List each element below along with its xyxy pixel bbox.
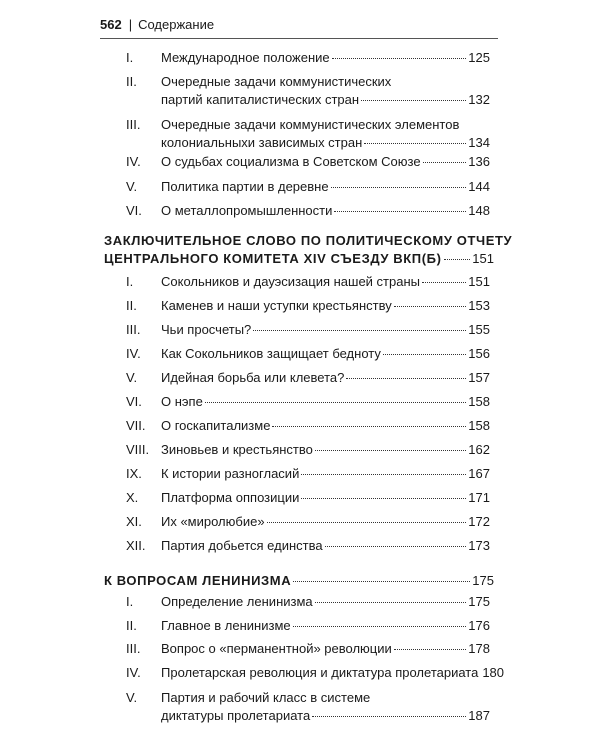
entry-number: IV. <box>126 154 141 169</box>
dot-leader <box>205 402 466 403</box>
running-header <box>100 17 214 32</box>
entry-title: Главное в ленинизме <box>161 618 291 633</box>
entry-page: 155 <box>468 322 490 337</box>
entry-title: О госкапитализме <box>161 418 271 433</box>
entry-page: 151 <box>468 274 490 289</box>
entry-page: 153 <box>468 298 490 313</box>
dot-leader <box>293 581 470 582</box>
entry-number: IV. <box>126 346 141 361</box>
dot-leader <box>301 474 466 475</box>
entry-number: III. <box>126 641 141 656</box>
entry-page: 175 <box>468 594 490 609</box>
entry-page: 167 <box>468 466 490 481</box>
dot-leader <box>272 426 466 427</box>
entry-title: Международное положение <box>161 50 330 65</box>
entry-page: 162 <box>468 442 490 457</box>
entry-page: 176 <box>468 618 490 633</box>
entry-page: 171 <box>468 490 490 505</box>
entry-number: VII. <box>126 418 146 433</box>
entry-number: I. <box>126 50 134 65</box>
dot-leader <box>315 450 466 451</box>
entry-number: VI. <box>126 394 142 409</box>
dot-leader <box>334 211 466 212</box>
section-title-line2: ЦЕНТРАЛЬНОГО КОМИТЕТА XIV СЪЕЗДУ ВКП(Б) <box>104 251 442 266</box>
entry-title: О судьбах социализма в Советском Союзе <box>161 154 421 169</box>
entry-title: Политика партии в деревне <box>161 179 329 194</box>
header-separator: | <box>128 17 133 32</box>
entry-title: Чьи просчеты? <box>161 322 252 337</box>
entry-page: 158 <box>468 394 490 409</box>
section-title-line1: ЗАКЛЮЧИТЕЛЬНОЕ СЛОВО ПО ПОЛИТИЧЕСКОМУ ОТЧЕТУ <box>104 233 513 248</box>
dot-leader <box>422 282 466 283</box>
entry-number: V. <box>126 179 138 194</box>
entry-page: 156 <box>468 346 490 361</box>
entry-page: 180 <box>482 665 505 680</box>
entry-number: III. <box>126 117 141 132</box>
entry-title: Каменев и наши уступки крестьянству <box>161 298 392 313</box>
entry-title-line1: Партия и рабочий класс в системе <box>161 690 371 705</box>
entry-number: VIII. <box>126 442 150 457</box>
entry-title-line2: диктатуры пролетариата <box>161 708 311 723</box>
dot-leader <box>383 354 466 355</box>
entry-title: К истории разногласий <box>161 466 300 481</box>
dot-leader <box>253 330 466 331</box>
entry-number: VI. <box>126 203 142 218</box>
entry-title: О нэпе <box>161 394 203 409</box>
entry-page: 125 <box>468 50 490 65</box>
entry-page: 178 <box>468 641 490 656</box>
entry-number: II. <box>126 74 137 89</box>
entry-page: 136 <box>468 154 490 169</box>
section-title: К ВОПРОСАМ ЛЕНИНИЗМА <box>104 573 292 588</box>
dot-leader <box>394 306 467 307</box>
entry-page: 187 <box>468 708 490 723</box>
dot-leader <box>332 58 467 59</box>
entry-title: Партия добьется единства <box>161 538 323 553</box>
entry-number: V. <box>126 690 138 705</box>
entry-title: Сокольников и дауэсизация нашей страны <box>161 274 420 289</box>
entry-page: 148 <box>468 203 490 218</box>
entry-title: Платформа оппозиции <box>161 490 300 505</box>
entry-number: III. <box>126 322 141 337</box>
entry-number: II. <box>126 298 137 313</box>
section-page: 175 <box>472 573 494 588</box>
dot-leader <box>315 602 467 603</box>
dot-leader <box>346 378 466 379</box>
entry-title: Как Сокольников защищает бедноту <box>161 346 381 361</box>
entry-title: О металлопромышленности <box>161 203 333 218</box>
entry-page: 132 <box>468 92 490 107</box>
dot-leader <box>312 716 466 717</box>
entry-page: 157 <box>468 370 490 385</box>
entry-title: Их «миролюбие» <box>161 514 265 529</box>
entry-title: Вопрос о «перманентной» революции <box>161 641 392 656</box>
dot-leader <box>364 143 466 144</box>
dot-leader <box>325 546 467 547</box>
entry-page: 172 <box>468 514 490 529</box>
header-rule <box>100 38 498 39</box>
running-title: Содержание <box>138 17 215 32</box>
entry-title: Зиновьев и крестьянство <box>161 442 313 457</box>
entry-number: V. <box>126 370 138 385</box>
entry-title-line2: колониальныхи зависимых стран <box>161 135 363 150</box>
dot-leader <box>293 626 467 627</box>
entry-page: 134 <box>468 135 490 150</box>
page-number: 562 <box>100 17 122 32</box>
entry-number: I. <box>126 274 134 289</box>
entry-number: XI. <box>126 514 142 529</box>
dot-leader <box>267 522 467 523</box>
dot-leader <box>394 649 467 650</box>
entry-title: Определение ленинизма <box>161 594 313 609</box>
entry-page: 158 <box>468 418 490 433</box>
entry-title-line2: партий капиталистических стран <box>161 92 360 107</box>
entry-number: II. <box>126 618 137 633</box>
entry-number: XII. <box>126 538 146 553</box>
entry-number: IX. <box>126 466 142 481</box>
dot-leader <box>361 100 466 101</box>
entry-title-line1: Очередные задачи коммунистических элементов <box>161 117 460 132</box>
entry-title-line1: Очередные задачи коммунистических <box>161 74 392 89</box>
dot-leader <box>331 187 467 188</box>
dot-leader <box>423 162 467 163</box>
entry-title: Пролетарская революция и диктатура пролетариата <box>161 665 479 680</box>
entry-page: 144 <box>468 179 490 194</box>
entry-page: 173 <box>468 538 490 553</box>
entry-title: Идейная борьба или клевета? <box>161 370 345 385</box>
entry-number: I. <box>126 594 134 609</box>
section-page: 151 <box>472 251 494 266</box>
entry-number: X. <box>126 490 139 505</box>
dot-leader <box>301 498 466 499</box>
entry-number: IV. <box>126 665 141 680</box>
dot-leader <box>444 259 471 260</box>
